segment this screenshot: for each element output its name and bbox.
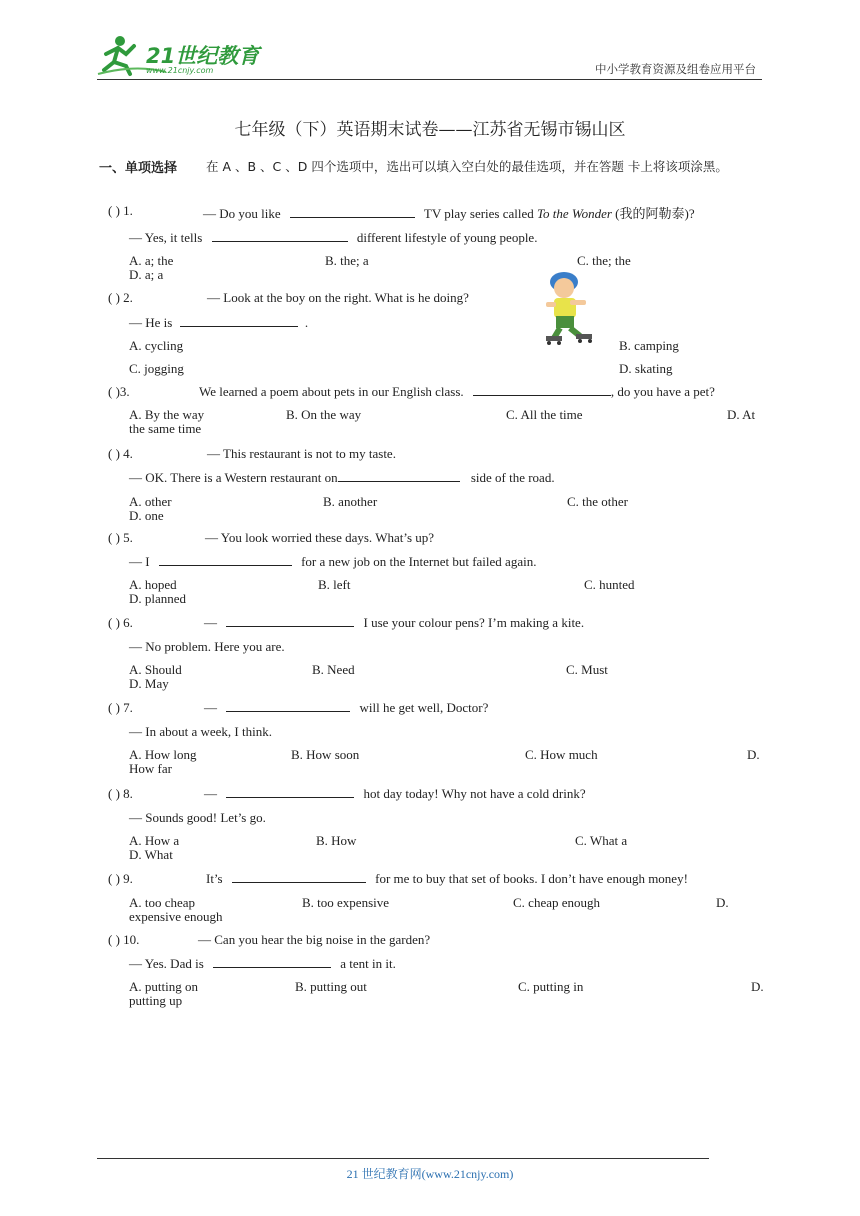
q3-option-d: D. At (727, 407, 756, 422)
q7-number: ( ) 7. (108, 700, 133, 715)
q8-option-a: A. How a (129, 833, 180, 848)
q3-option-b: B. On the way (286, 407, 362, 422)
q7-option-d: D. (747, 747, 760, 762)
q10-option-d: D. (751, 979, 764, 994)
q2-response: — He is . (129, 315, 309, 330)
skater-icon (540, 270, 610, 346)
q8-number: ( ) 8. (108, 786, 133, 801)
header-platform-text: 中小学教育资源及组卷应用平台 (595, 62, 756, 76)
q3-number: ( )3. (108, 384, 130, 399)
q1-stem: — Do you like TV play series called To the Wonder (我的阿勒泰)? (203, 206, 695, 221)
q9-option-b: B. too expensive (302, 895, 390, 910)
q1-response: — Yes, it tells different lifestyle of young people. (129, 230, 538, 245)
q10-option-a: A. putting on (129, 979, 198, 994)
q10-option-c: C. putting in (518, 979, 584, 994)
q6-option-c: C. Must (566, 662, 608, 677)
q2-number: ( ) 2. (108, 290, 133, 305)
q10-option-b: B. putting out (295, 979, 367, 994)
answer-blank (226, 786, 354, 798)
q6-response: — No problem. Here you are. (129, 639, 285, 654)
q9-option-a: A. too cheap (129, 895, 196, 910)
q5-response: — I for a new job on the Internet but failed again. (129, 554, 537, 569)
q4-response: — OK. There is a Western restaurant on side of the road. (129, 470, 555, 485)
section-label: 一、单项选择 (99, 161, 178, 176)
q4-option-d: D. one (129, 508, 164, 523)
q1-option-d: D. a; a (129, 267, 164, 282)
q1-option-b: B. the; a (325, 253, 369, 268)
footer-divider (97, 1158, 709, 1159)
answer-blank (338, 470, 460, 482)
q9-stem: It’s for me to buy that set of books. I don’t have enough money! (206, 871, 688, 886)
q7-option-a: A. How long (129, 747, 197, 762)
q4-option-a: A. other (129, 494, 172, 509)
q5-option-c: C. hunted (584, 577, 635, 592)
answer-blank (226, 700, 350, 712)
q2-stem: — Look at the boy on the right. What is he doing? (207, 290, 469, 305)
q3-option-a: A. By the way (129, 407, 205, 422)
q4-number: ( ) 4. (108, 446, 133, 461)
q1-option-a: A. a; the (129, 253, 174, 268)
answer-blank (290, 206, 415, 218)
answer-blank (212, 230, 348, 242)
q9-option-d-cont: expensive enough (129, 909, 223, 924)
q5-number: ( ) 5. (108, 530, 133, 545)
q10-stem: — Can you hear the big noise in the garden? (198, 932, 431, 947)
answer-blank (213, 956, 331, 968)
answer-blank (226, 615, 354, 627)
q8-response: — Sounds good! Let’s go. (129, 810, 266, 825)
q8-option-c: C. What a (575, 833, 628, 848)
answer-blank (159, 554, 292, 566)
q3-option-d-cont: the same time (129, 421, 202, 436)
q2-option-d: D. skating (619, 361, 673, 376)
q6-option-d: D. May (129, 676, 169, 691)
q5-option-b: B. left (318, 577, 351, 592)
q6-stem: — I use your colour pens? I’m making a kite. (204, 615, 585, 630)
footer-text[interactable]: 21 世纪教育网(www.21cnjy.com) (346, 1167, 514, 1181)
answer-blank (232, 871, 366, 883)
q1-number: ( ) 1. (108, 203, 133, 218)
answer-blank (180, 315, 298, 327)
q7-option-b: B. How soon (291, 747, 360, 762)
q5-option-a: A. hoped (129, 577, 177, 592)
logo-text: 21世纪教育 (146, 44, 260, 68)
q2-option-b: B. camping (619, 338, 679, 353)
q8-stem: — hot day today! Why not have a cold drink? (204, 786, 586, 801)
q10-option-d-cont: putting up (129, 993, 183, 1008)
q8-option-b: B. How (316, 833, 357, 848)
q6-option-b: B. Need (312, 662, 355, 677)
q3-stem: We learned a poem about pets in our English class. , do you have a pet? (199, 384, 715, 399)
q4-stem: — This restaurant is not to my taste. (207, 446, 396, 461)
answer-blank (473, 384, 611, 396)
q7-stem: — will he get well, Doctor? (204, 700, 489, 715)
q10-number: ( ) 10. (108, 932, 140, 947)
q6-number: ( ) 6. (108, 615, 133, 630)
logo-url: www.21cnjy.com (146, 66, 214, 75)
q7-response: — In about a week, I think. (129, 724, 272, 739)
q4-option-c: C. the other (567, 494, 629, 509)
q6-option-a: A. Should (129, 662, 182, 677)
q9-option-d: D. (716, 895, 729, 910)
q2-option-a: A. cycling (129, 338, 184, 353)
q5-stem: — You look worried these days. What’s up? (205, 530, 435, 545)
q4-option-b: B. another (323, 494, 378, 509)
skating-boy-image (540, 270, 610, 346)
q5-option-d: D. planned (129, 591, 187, 606)
page-title: 七年级（下）英语期末试卷——江苏省无锡市锡山区 (234, 120, 626, 140)
q2-option-c: C. jogging (129, 361, 184, 376)
q1-option-c: C. the; the (577, 253, 631, 268)
q3-option-c: C. All the time (506, 407, 583, 422)
header-divider (97, 79, 762, 80)
q8-option-d: D. What (129, 847, 173, 862)
q10-response: — Yes. Dad is a tent in it. (129, 956, 396, 971)
q7-option-c: C. How much (525, 747, 598, 762)
q7-option-d-cont: How far (129, 761, 172, 776)
section-instruction: 在 A 、B 、C 、D 四个选项中，选出可以填入空白处的最佳选项，并在答题 卡上将该项涂黑。 (206, 159, 728, 174)
q9-number: ( ) 9. (108, 871, 133, 886)
q9-option-c: C. cheap enough (513, 895, 601, 910)
